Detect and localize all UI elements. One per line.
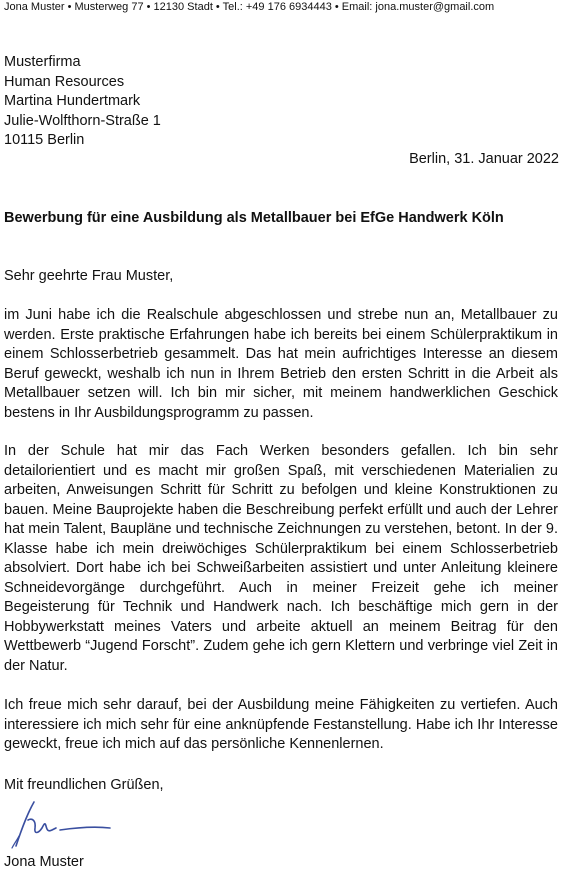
body-paragraph-2: In der Schule hat mir das Fach Werken besonders gefallen. Ich bin sehr detailorientiert und es macht mir großen Spaß, mit verschiedenen Materialien zu arbeiten, Anweisungen Schritt für Schritt zu befolgen und kleine Konstruktionen zu bauen. Meine Bauprojekte haben die Beschreibung perfekt erfüllt und auch der Lehrer hat mein Talent, Baupläne und technische Zeichnungen zu verstehen, betont. In der 9. Klasse habe ich mein dreiwöchiges Schülerpraktikum bei einem Schlosserbetrieb absolviert. Dort habe ich bei Schweißarbeiten assistiert und unter Anleitung kleinere Schneidevorgänge durchgeführt. Auch in meiner Freizeit gehe ich meiner Begeisterung für Technik und Handwerk nach. Ich beschäftige mich gern in der Hobbywerkstatt meines Vaters und arbeite aktuell an meinem Beitrag für den Wettbewerb “Jugend Forscht”. Zudem gehe ich gern Klettern und verbringe viel Zeit in der Natur. bbox=[4, 443, 558, 674]
signer-name: Jona Muster bbox=[4, 854, 84, 870]
recipient-company: Musterfirma bbox=[4, 54, 81, 70]
closing: Mit freundlichen Grüßen, bbox=[4, 777, 164, 793]
letter-date: Berlin, 31. Januar 2022 bbox=[409, 151, 559, 167]
recipient-name: Martina Hundertmark bbox=[4, 93, 141, 109]
sender-line: Jona Muster • Musterweg 77 • 12130 Stadt • Tel.: +49 176 6934443 • Email: jona.muster@gmail.com bbox=[4, 1, 495, 13]
body-paragraph-1: im Juni habe ich die Realschule abgeschlossen und strebe nun an, Metallbauer zu werden. Erste praktische Erfahrungen habe ich bereits bei einem Schülerpraktikum in einem Schlosserbetrieb gesammelt. Das hat mein aufrichtiges Interesse an diesem Beruf geweckt, weshalb ich nun in Ihrem Betrieb den ersten Schritt in die Arbeit als Metallbauer setzen will. Ich bin mir sicher, mit meinem handwerklichen Geschick bestens in Ihr Ausbildungsprogramm zu passen. bbox=[4, 307, 558, 421]
recipient-address bbox=[4, 53, 161, 151]
recipient-department: Human Resources bbox=[4, 73, 125, 90]
recipient-city: 10115 Berlin bbox=[4, 132, 85, 148]
letter-subject: Bewerbung für eine Ausbildung als Metallbauer bei EfGe Handwerk Köln bbox=[4, 210, 504, 226]
handwritten-signature bbox=[2, 790, 122, 852]
body-paragraph-3: Ich freue mich sehr darauf, bei der Ausbildung meine Fähigkeiten zu vertiefen. Auch interessiere ich mich sehr für eine anknüpfende Festanstellung. Habe ich Ihr Interesse geweckt, freue ich mich auf das persönliche Kennenlernen. bbox=[4, 697, 558, 752]
salutation: Sehr geehrte Frau Muster, bbox=[4, 268, 174, 284]
recipient-street: Julie-Wolfthorn-Straße 1 bbox=[4, 112, 161, 129]
